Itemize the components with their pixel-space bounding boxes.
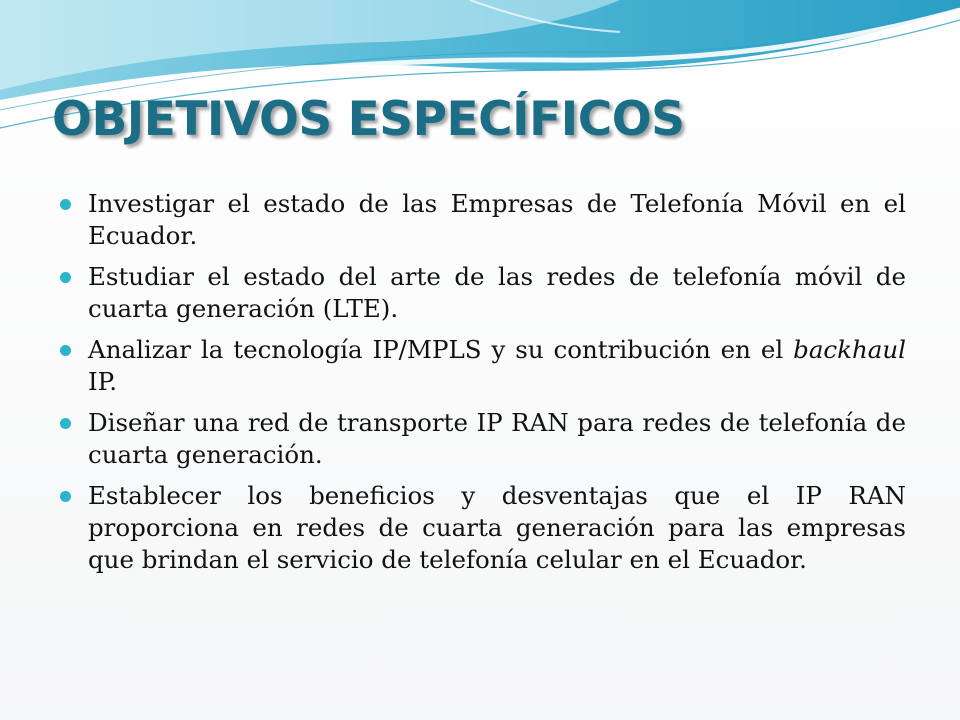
slide-title: OBJETIVOS ESPECÍFICOS: [52, 92, 685, 147]
list-item-text: Diseñar una red de transporte IP RAN para redes de telefonía de cuarta generación.: [88, 408, 906, 469]
list-item: [60, 407, 906, 471]
list-item: [60, 480, 906, 576]
list-item-text: Establecer los beneficios y desventajas que el IP RAN proporciona en redes de cuarta generación para las empresas que brindan el servicio de telefonía celular en el Ecuador.: [88, 481, 906, 574]
list-item-text-after: IP.: [88, 367, 117, 396]
list-item: [60, 188, 906, 252]
list-item: [60, 334, 906, 398]
list-item-text: Investigar el estado de las Empresas de Telefonía Móvil en el Ecuador.: [88, 189, 906, 250]
bullet-dot-icon: [60, 272, 71, 283]
list-item-emphasis: backhaul: [793, 335, 906, 364]
objectives-list: [60, 188, 906, 585]
bullet-dot-icon: [60, 345, 71, 356]
bullet-dot-icon: [60, 199, 71, 210]
bullet-dot-icon: [60, 418, 71, 429]
list-item-text: Estudiar el estado del arte de las redes de telefonía móvil de cuarta generación (LTE).: [88, 262, 906, 323]
list-item: [60, 261, 906, 325]
list-item-text-before: Analizar la tecnología IP/MPLS y su contribución en el: [88, 335, 784, 364]
bullet-dot-icon: [60, 491, 71, 502]
